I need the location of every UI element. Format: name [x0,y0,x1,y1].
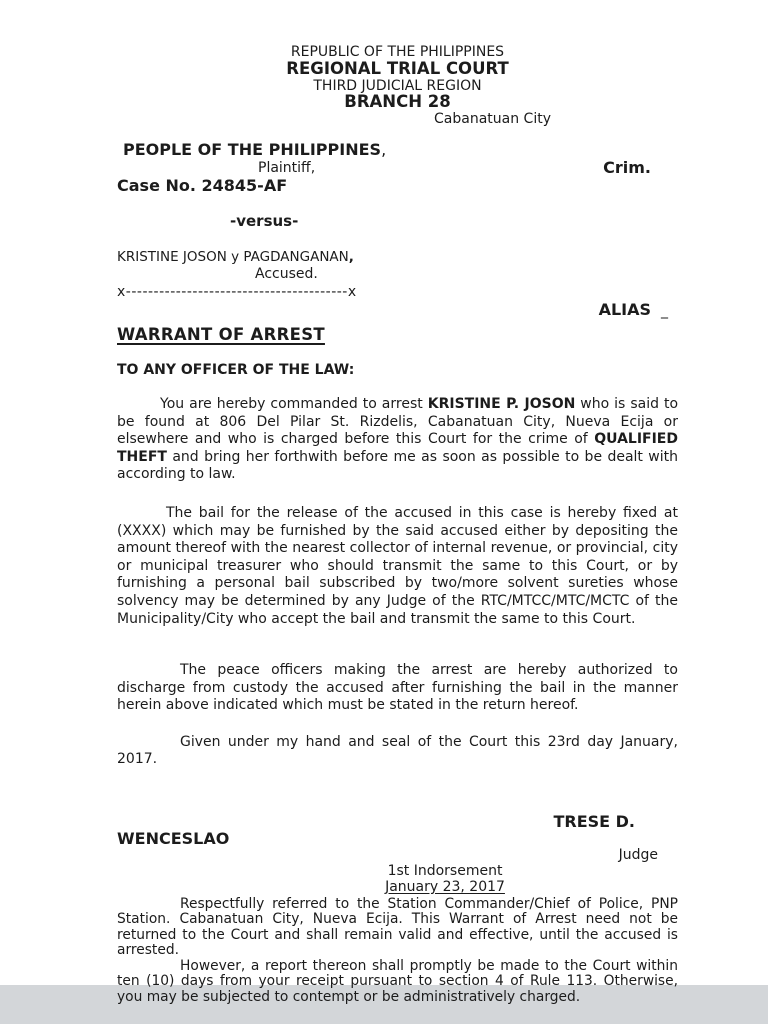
alias-mark: _ [661,302,668,319]
alias-label: ALIAS [598,299,651,319]
paragraph-given-under-seal: Given under my hand and seal of the Court this 23rd day January, 2017. [117,733,678,768]
signature-block [117,813,678,863]
warrant-body [117,361,678,769]
plaintiff-role-line [117,159,678,177]
paragraph-bail: The bail for the release of the accused in this case is hereby fixed at (XXXX) which may be furnished by the said accused either by depositing the amount thereof with the nearest collector of internal revenue, or provincial, city or municipal treasurer who should transmit the same to this Court, or by furnishing a personal bail subscribed by two/more solvent sureties whose solvency may be determined by any Judge of the RTC/MTCC/MTC/MCTC of the Municipality/City who accept the bail and transmit the same to this Court. [117,504,678,627]
accused-name-comma: , [348,248,354,265]
case-number: Case No. 24845-AF [117,175,288,195]
document-title: WARRANT OF ARREST [117,324,325,344]
header-region: THIRD JUDICIAL REGION [313,77,482,94]
plaintiff-role: Plaintiff, [258,159,316,176]
caption-divider: x----------------------------------------x [117,283,357,300]
judge-name-line-1: TRESE D. [553,812,635,832]
crim-label: Crim. [603,157,651,177]
court-header [117,44,678,128]
header-court: REGIONAL TRIAL COURT [286,58,509,78]
plaintiff-name: PEOPLE OF THE PHILIPPINES [123,139,382,159]
judge-title: Judge [618,847,658,864]
salutation: TO ANY OFFICER OF THE LAW: [117,361,355,378]
paragraph-peace-officers: The peace officers making the arrest are hereby authorized to discharge from custody the accused after furnishing the bail in the manner herein above indicated which must be stated in the return hereof. [117,662,678,714]
paragraph-arrest-command: You are hereby commanded to arrest KRISTINE P. JOSON who is said to be found at 806 Del Pilar St. Rizdelis, Cabanatuan City, Nueva Ecija or elsewhere and who is charged before this Court for the crime of QUALIFIED THEFT and bring her forthwith before me as soon as possible to be dealt with according to law. [117,395,679,483]
indorsement-paragraph-2: However, a report thereon shall promptly be made to the Court within ten (10) days from your receipt pursuant to section 4 of Rule 113. Otherwise, you may be subjected to contempt or be administratively charged. [117,957,678,1005]
indorsement-heading: 1st Indorsement [387,863,503,880]
header-branch: BRANCH 28 [344,92,451,112]
plaintiff-name-comma: , [381,139,387,159]
header-city: Cabanatuan City [434,111,551,128]
case-caption [117,141,678,345]
accused-name: KRISTINE JOSON y PAGDANGANAN [117,248,349,265]
indorsement-paragraph-1: Respectfully referred to the Station Commander/Chief of Police, PNP Station. Cabanatuan City, Nueva Ecija. This Warrant of Arrest need not be returned to the Court and shall remain valid and effective, until the accused is arrested. [117,896,678,959]
indorsement-block [117,864,678,1005]
accused-name-line [117,249,678,266]
judge-name-line-2: WENCESLAO [117,829,230,849]
accused-role: Accused. [255,265,318,282]
indorsement-date: January 23, 2017 [385,878,505,895]
versus-label: -versus- [230,211,299,230]
header-republic: REPUBLIC OF THE PHILIPPINES [290,44,505,60]
plaintiff-name-line [117,141,678,159]
alias-line [117,301,678,320]
